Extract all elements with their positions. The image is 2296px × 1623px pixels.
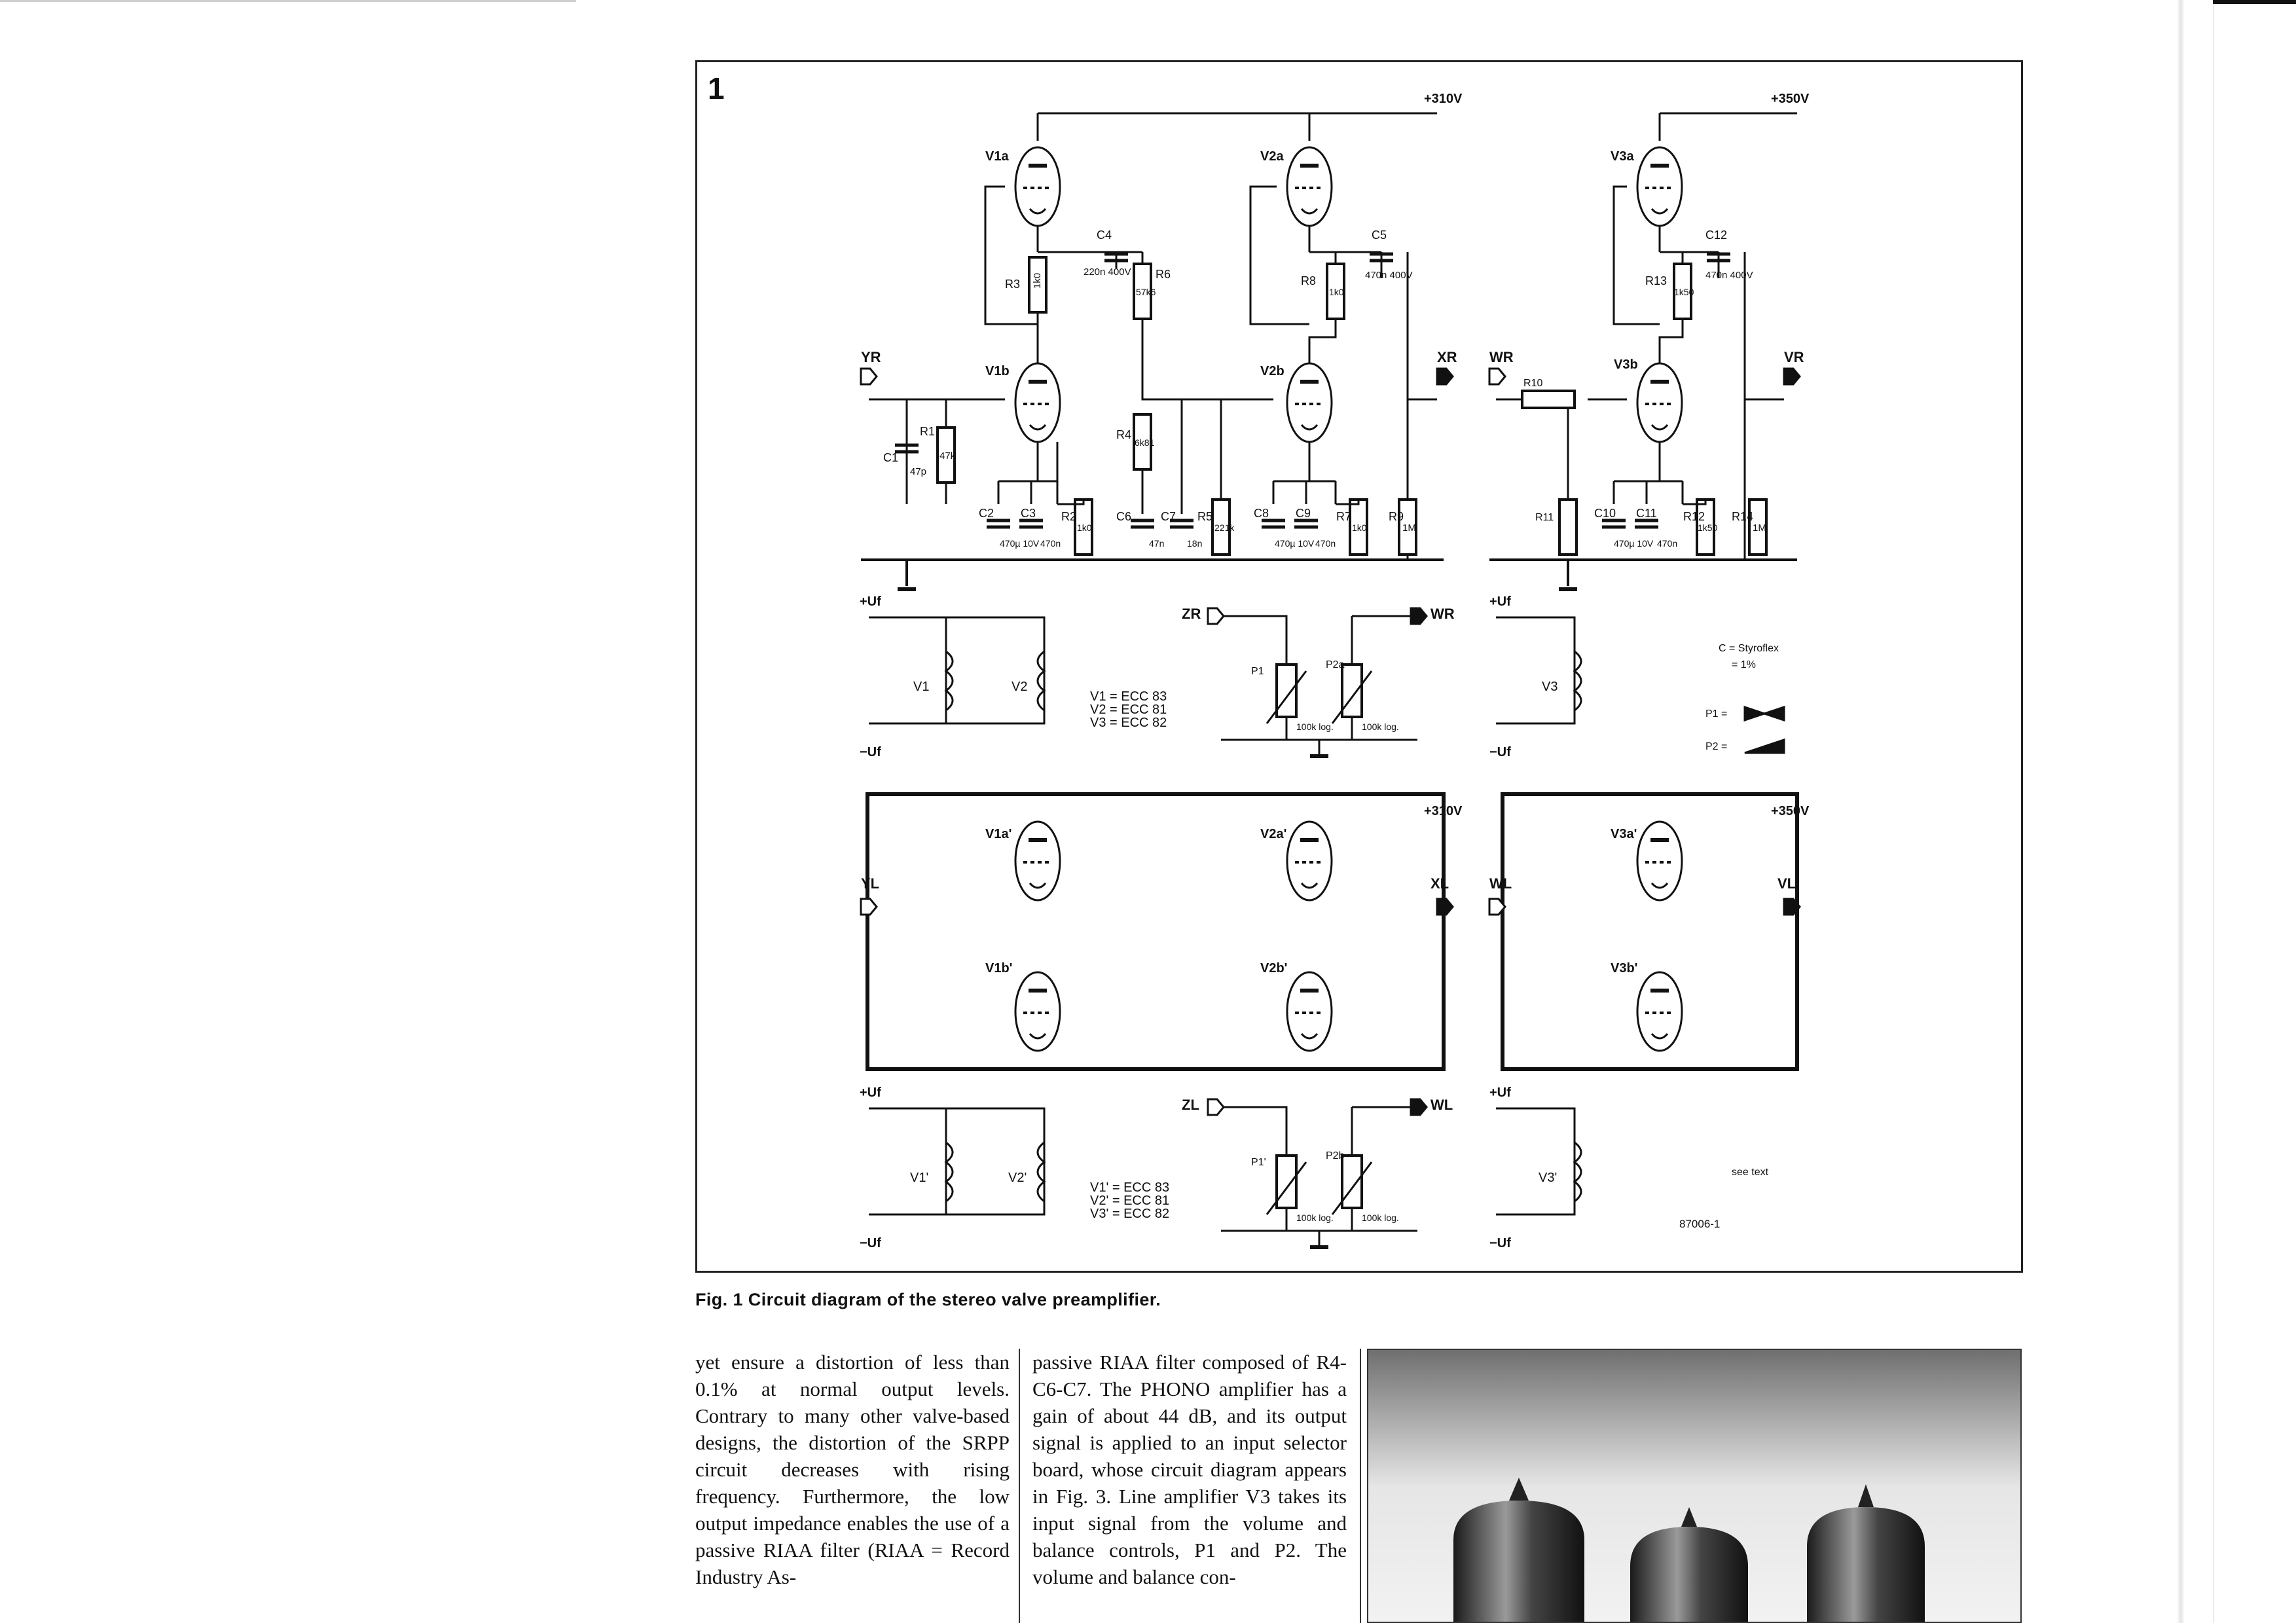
value-c7: 18n [1187,538,1203,549]
label-r12: R12 [1683,510,1705,523]
value-r1: 47k [939,450,956,462]
label-c2: C2 [979,507,994,520]
value-c5: 470n 400V [1365,270,1413,281]
valve-type-v3-left: V3' = ECC 82 [1090,1207,1170,1221]
value-c1: 47p [910,466,927,477]
value-r3: 1k0 [1032,272,1043,289]
label-c9: C9 [1296,507,1311,520]
figure-number: 1 [708,71,725,105]
label-r8: R8 [1301,274,1317,287]
supply-label-uf-plus-v3: +Uf [1489,594,1511,609]
valve-label-v1a: V1a [985,149,1009,164]
valve-type-v3: V3 = ECC 82 [1090,716,1167,730]
heater-section-right [860,594,1784,759]
valve-v2a [1287,147,1332,226]
supply-label-uf-plus: +Uf [860,594,881,609]
connector-xr: XR [1437,349,1457,365]
valve-type-v2-left: V2' = ECC 81 [1090,1194,1170,1208]
label-r2: R2 [1061,510,1077,523]
page-fold-shadow [2177,0,2185,1623]
connector-vr: VR [1784,349,1804,365]
heater-section-left [860,1085,1769,1250]
value-r13: 1k50 [1674,287,1694,297]
heater-v1-left: V1' [910,1171,929,1185]
label-c12: C12 [1705,228,1728,242]
phono-stage-right [861,92,1463,589]
supply-label-350v: +350V [1771,92,1810,106]
output-wl-icon [1411,1099,1427,1115]
label-c3: C3 [1021,507,1036,520]
value-c8: 470µ 10V [1275,538,1315,549]
capacitor-c8 [1262,520,1285,527]
valve-label-v3b: V3b [1614,357,1638,372]
pot-p2b [1342,1156,1362,1208]
value-r6: 57k6 [1136,287,1156,297]
value-c11: 470n [1657,538,1678,549]
valve-v3b-left [1637,972,1682,1051]
value-c3: 470n [1040,538,1061,549]
next-page-edge [2213,0,2214,1623]
label-c5: C5 [1372,228,1387,242]
capacitor-c3 [1019,520,1043,527]
label-r4: R4 [1116,428,1132,441]
valve-v1b [1015,363,1060,442]
supply-label-uf-plus-left: +Uf [860,1085,881,1100]
article-column-1 [695,1349,1010,1590]
label-c8: C8 [1254,507,1269,520]
label-c4: C4 [1097,228,1112,242]
label-p1-left: P1' [1251,1157,1266,1168]
column-divider [1019,1349,1020,1623]
valve-photo [1367,1349,2022,1623]
column-divider [1360,1349,1361,1623]
label-c7: C7 [1161,510,1176,523]
figure-frame [695,60,2023,1273]
connector-wr: WR [1489,349,1514,365]
next-page-top-edge [2213,0,2296,4]
valve-v3a-left [1637,822,1682,900]
value-c4: 220n 400V [1084,266,1131,278]
label-r1: R1 [920,425,936,438]
heater-v2: V2 [1011,680,1028,694]
article-paragraph: passive RIAA filter composed of R4-C6-C7. The PHONO amplifier has a gain of about 44 dB, and its output signal is applied to an input selector board, whose circuit diagram appears in Fig. 3. Line amplifier V3 takes its input signal from the volume and balance controls, P1 and P2. The volume and balance con- [1032,1351,1347,1588]
input-zr-icon [1208,608,1224,624]
valve-v3b [1637,363,1682,442]
supply-label-310v: +310V [1424,92,1463,106]
supply-label-uf-plus-v3-left: +Uf [1489,1085,1511,1100]
heater-v1: V1 [913,680,930,694]
figure-ref-code: 87006-1 [1679,1218,1721,1230]
output-xl-icon [1437,899,1453,915]
heater-v3-left: V3' [1539,1171,1558,1185]
valve-type-v1: V1 = ECC 83 [1090,689,1167,704]
page-gutter-line [0,0,576,2]
value-c9: 470n [1315,538,1336,549]
connector-yr: YR [861,349,881,365]
capacitor-c6 [1131,520,1154,527]
legend-p1: P1 = [1705,708,1728,720]
legend-see-text: see text [1732,1167,1769,1178]
value-r12: 1k50 [1698,522,1718,533]
input-yl-icon [861,899,877,915]
label-p1: P1 [1251,666,1264,677]
label-p2b: P2b [1326,1150,1345,1161]
value-r7: 1k0 [1352,522,1367,533]
valve-v2a-left [1287,822,1332,900]
valve-v1a-left [1015,822,1060,900]
connector-yl: YL [861,875,880,892]
legend-styroflex: C = Styroflex [1719,643,1779,654]
valve-label-v3a: V3a [1611,149,1634,164]
connector-xl: XL [1430,875,1449,892]
label-r13: R13 [1645,274,1667,287]
label-r10: R10 [1523,378,1543,389]
capacitor-c10 [1602,520,1626,527]
valve-label-v3a-left: V3a' [1611,827,1637,841]
label-r9: R9 [1389,510,1404,523]
value-c10: 470µ 10V [1614,538,1654,549]
legend-p2: P2 = [1705,741,1728,752]
valve-label-v3b-left: V3b' [1611,961,1638,976]
label-r11: R11 [1535,512,1554,523]
value-c2: 470µ 10V [1000,538,1040,549]
pot-p2a [1342,665,1362,717]
input-wr-icon [1489,369,1505,384]
supply-label-310v-left: +310V [1424,804,1463,818]
valve-type-v1-left: V1' = ECC 83 [1090,1180,1170,1195]
connector-wl-out: WL [1430,1097,1453,1113]
supply-label-350v-left: +350V [1771,804,1810,818]
valve-label-v2a: V2a [1260,149,1284,164]
resistor-r11 [1559,500,1576,555]
value-c6: 47n [1149,538,1165,549]
input-zl-icon [1208,1099,1224,1115]
valve-label-v1b-left: V1b' [985,961,1013,976]
valve-v3a [1637,147,1682,226]
pot-p1-left [1277,1156,1296,1208]
heater-v2-left: V2' [1008,1171,1027,1185]
connector-wl: WL [1489,875,1512,892]
legend-p2-taper-icon [1745,740,1784,753]
connector-zr: ZR [1182,606,1201,622]
valve-v1a [1015,147,1060,226]
value-r8: 1k0 [1329,287,1344,297]
valve-label-v1a-left: V1a' [985,827,1012,841]
output-vr-icon [1784,369,1800,384]
connector-vl: VL [1777,875,1796,892]
resistor-r10 [1522,391,1575,408]
label-r7: R7 [1336,510,1352,523]
value-p2a: 100k log. [1362,721,1399,732]
output-xr-icon [1437,369,1453,384]
supply-label-uf-minus-v3: −Uf [1489,745,1511,759]
output-wr-icon [1411,608,1427,624]
line-stage-left [1489,794,1810,1069]
supply-label-uf-minus: −Uf [860,745,881,759]
phono-stage-left [861,794,1463,1069]
label-p2a: P2a [1326,659,1345,670]
heater-v3: V3 [1542,680,1558,694]
legend-one-percent: = 1% [1732,659,1756,670]
valve-label-v2a-left: V2a' [1260,827,1287,841]
value-r5: 221k [1214,522,1235,533]
value-p1: 100k log. [1296,721,1334,732]
valve-v2b-left [1287,972,1332,1051]
value-p1-left: 100k log. [1296,1213,1334,1223]
label-c10: C10 [1594,507,1616,520]
value-r4: 6k81 [1135,437,1155,448]
input-yr-icon [861,369,877,384]
label-c11: C11 [1636,507,1657,520]
supply-label-uf-minus-left: −Uf [860,1236,881,1250]
connector-wr-out: WR [1430,606,1455,622]
label-r3: R3 [1005,278,1021,291]
legend-p1-taper-icon [1745,707,1784,720]
valve-v1b-left [1015,972,1060,1051]
supply-label-uf-minus-v3-left: −Uf [1489,1236,1511,1250]
circuit-schematic [697,62,2021,1271]
valve-type-v2: V2 = ECC 81 [1090,702,1167,717]
capacitor-c11 [1635,520,1658,527]
valve-label-v2b: V2b [1260,364,1285,378]
line-stage-right [1489,92,1810,589]
label-c6: C6 [1116,510,1132,523]
article-column-2 [1032,1349,1347,1590]
value-r2: 1k0 [1077,522,1092,533]
capacitor-c2 [987,520,1010,527]
capacitor-c9 [1294,520,1318,527]
value-r14: 1M [1753,522,1766,534]
value-c12: 470n 400V [1705,270,1753,281]
label-r6: R6 [1156,268,1171,281]
figure-caption: Fig. 1 Circuit diagram of the stereo valve preamplifier. [695,1290,1161,1309]
label-r5: R5 [1197,510,1213,523]
valve-label-v2b-left: V2b' [1260,961,1288,976]
value-p2b: 100k log. [1362,1213,1399,1223]
label-r14: R14 [1732,510,1754,523]
valve-label-v1b: V1b [985,364,1010,378]
label-c1: C1 [883,451,899,464]
value-r9: 1M [1402,522,1416,534]
pot-p1 [1277,665,1296,717]
connector-zl: ZL [1182,1097,1199,1113]
article-paragraph: yet ensure a distortion of less than 0.1% at normal output levels. Contrary to many other valve-based designs, the distortion of the SRPP circuit decreases with rising frequency. Furthermore, the low output impedance enables the use of a passive RIAA filter (RIAA = Record Industry As- [695,1351,1010,1588]
valve-v2b [1287,363,1332,442]
